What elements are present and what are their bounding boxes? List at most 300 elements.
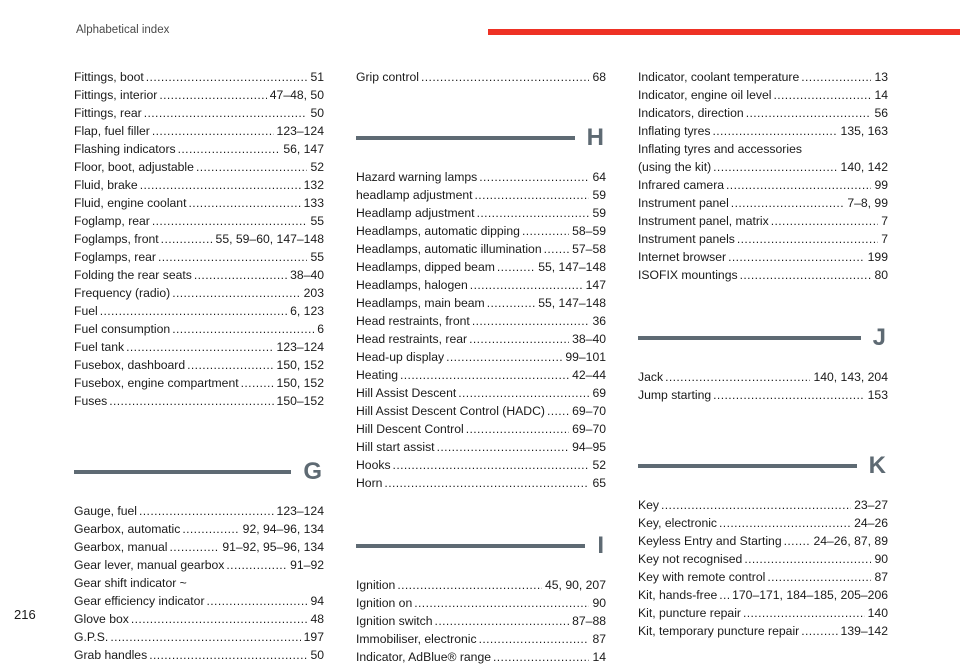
index-entry-pages: 55, 147–148 — [538, 260, 606, 274]
section-letter: H — [586, 124, 604, 151]
index-entry-term: Immobiliser, electronic — [356, 632, 477, 646]
index-entry-pages: 14 — [874, 88, 888, 102]
index-entry — [356, 594, 606, 612]
index-entry — [638, 194, 888, 212]
index-entry-term: Hill Assist Descent Control (HADC) — [356, 404, 545, 418]
index-entry — [74, 392, 324, 410]
index-entry-pages: 69–70 — [572, 404, 606, 418]
dot-leader — [393, 456, 590, 474]
index-entry — [74, 628, 324, 646]
entry-list — [356, 576, 606, 666]
dot-leader — [159, 86, 266, 104]
index-entry-term: Heating — [356, 368, 399, 382]
index-entry — [74, 212, 324, 230]
index-entry-term: Frequency (radio) — [74, 286, 171, 300]
dot-leader — [477, 204, 590, 222]
index-entry-pages: 69–70 — [572, 422, 606, 436]
entry-list — [356, 168, 606, 492]
section-letter: G — [303, 458, 322, 485]
index-entry-pages: 92, 94–96, 134 — [242, 522, 324, 536]
dot-leader — [497, 258, 535, 276]
index-entry-pages: 38–40 — [290, 268, 324, 282]
index-entry — [74, 556, 324, 574]
dot-leader — [773, 86, 871, 104]
index-entry-term: Fuel — [74, 304, 98, 318]
index-entry — [356, 240, 606, 258]
index-entry — [74, 338, 324, 356]
dot-leader — [170, 538, 220, 556]
index-entry-pages: 48 — [310, 612, 324, 626]
index-entry — [638, 212, 888, 230]
dot-leader — [479, 168, 589, 186]
index-entry-pages: 13 — [874, 70, 888, 84]
dot-leader — [437, 438, 570, 456]
index-entry-term: Flap, fuel filler — [74, 124, 150, 138]
index-entry — [356, 276, 606, 294]
index-entry-term: Internet browser — [638, 250, 727, 264]
index-entry-pages: 147 — [585, 278, 606, 292]
index-entry-pages: 99–101 — [565, 350, 606, 364]
index-entry — [356, 576, 606, 594]
index-entry-term: Instrument panel — [638, 196, 729, 210]
index-entry-pages: 23–27 — [854, 498, 888, 512]
index-entry-term: Kit, hands-free — [638, 588, 718, 602]
index-entry-term: Foglamps, front — [74, 232, 159, 246]
index-entry-pages: 7 — [881, 232, 888, 246]
dot-leader — [487, 294, 536, 312]
index-entry — [638, 568, 888, 586]
index-entry — [74, 646, 324, 664]
dot-leader — [435, 612, 570, 630]
section-rule — [638, 464, 857, 468]
index-entry-pages: 90 — [874, 552, 888, 566]
dot-leader — [161, 230, 213, 248]
dot-leader — [784, 532, 811, 550]
dot-leader — [479, 630, 590, 648]
index-entry-term: Fittings, rear — [74, 106, 142, 120]
index-entry-term: Key not recognised — [638, 552, 743, 566]
dot-leader — [172, 320, 314, 338]
dot-leader — [746, 104, 872, 122]
index-entry-term: Hill Assist Descent — [356, 386, 457, 400]
index-entry — [638, 550, 888, 568]
index-entry-term: Indicator, engine oil level — [638, 88, 772, 102]
index-entry — [74, 610, 324, 628]
section-rule — [356, 544, 585, 548]
index-entry-pages: 150, 152 — [276, 376, 324, 390]
index-entry-term: Gear shift indicator ~ — [74, 576, 187, 590]
index-entry-term: Ignition — [356, 578, 396, 592]
dot-leader — [446, 348, 562, 366]
index-entry-term: Hill Descent Control — [356, 422, 464, 436]
index-entry-term: Fluid, engine coolant — [74, 196, 187, 210]
header-accent-bar — [488, 29, 960, 35]
index-entry — [74, 284, 324, 302]
dot-leader — [172, 284, 300, 302]
index-entry — [74, 176, 324, 194]
index-entry-term: Jack — [638, 370, 664, 384]
index-column-1 — [74, 68, 324, 664]
index-entry — [356, 294, 606, 312]
dot-leader — [728, 248, 865, 266]
index-entry — [638, 158, 888, 176]
dot-leader — [421, 68, 589, 86]
index-entry-pages: 7 — [881, 214, 888, 228]
dot-leader — [207, 592, 308, 610]
entry-list — [356, 68, 606, 86]
index-entry — [638, 86, 888, 104]
dot-leader — [146, 68, 308, 86]
dot-leader — [726, 176, 871, 194]
index-entry-pages: 170–171, 184–185, 205–206 — [732, 588, 888, 602]
index-entry — [74, 520, 324, 538]
index-entry-pages: 65 — [592, 476, 606, 490]
index-entry-pages: 94 — [310, 594, 324, 608]
index-entry-pages: 50 — [310, 106, 324, 120]
dot-leader — [719, 514, 851, 532]
index-entry-term: Glove box — [74, 612, 129, 626]
index-entry-term: Grab handles — [74, 648, 148, 662]
index-entry-term: Inflating tyres and accessories — [638, 142, 802, 156]
dot-leader — [384, 474, 589, 492]
dot-leader — [771, 212, 878, 230]
index-column-2 — [356, 68, 606, 666]
index-entry-pages: 6 — [317, 322, 324, 336]
index-entry-term: Fittings, interior — [74, 88, 158, 102]
letter-heading-i — [356, 522, 606, 570]
index-entry — [356, 366, 606, 384]
dot-leader — [241, 374, 274, 392]
index-entry-pages: 58–59 — [572, 224, 606, 238]
dot-leader — [475, 186, 590, 204]
index-entry-term: Hooks — [356, 458, 391, 472]
index-entry — [356, 168, 606, 186]
index-entry-term: Key — [638, 498, 660, 512]
dot-leader — [178, 140, 281, 158]
index-entry-pages: 55 — [310, 250, 324, 264]
dot-leader — [712, 122, 837, 140]
dot-leader — [737, 230, 878, 248]
index-entry — [74, 194, 324, 212]
index-entry-pages: 99 — [874, 178, 888, 192]
dot-leader — [226, 556, 287, 574]
index-entry — [356, 68, 606, 86]
index-entry-pages: 24–26 — [854, 516, 888, 530]
dot-leader — [713, 386, 865, 404]
entry-list — [638, 496, 888, 640]
index-entry — [638, 532, 888, 550]
index-entry-pages: 197 — [303, 630, 324, 644]
dot-leader — [109, 392, 273, 410]
index-entry — [356, 612, 606, 630]
index-entry — [356, 348, 606, 366]
section-rule — [74, 470, 291, 474]
dot-leader — [414, 594, 589, 612]
index-entry — [356, 438, 606, 456]
index-column-3 — [638, 68, 888, 640]
index-entry-pages: 59 — [592, 206, 606, 220]
entry-list — [74, 68, 324, 410]
index-entry-pages: 140, 143, 204 — [813, 370, 888, 384]
index-entry-pages: 90 — [592, 596, 606, 610]
section-rule — [638, 336, 861, 340]
index-entry-term: Fluid, brake — [74, 178, 138, 192]
index-entry-term: Head-up display — [356, 350, 445, 364]
index-entry — [638, 176, 888, 194]
index-entry — [74, 356, 324, 374]
page-header-title: Alphabetical index — [76, 24, 170, 36]
index-entry-pages: 52 — [310, 160, 324, 174]
index-entry-term: Gauge, fuel — [74, 504, 138, 518]
dot-leader — [149, 646, 307, 664]
dot-leader — [469, 330, 569, 348]
index-entry — [74, 86, 324, 104]
index-entry-pages: 14 — [592, 650, 606, 664]
dot-leader — [182, 520, 239, 538]
index-entry-pages: 36 — [592, 314, 606, 328]
index-entry-term: ISOFIX mountings — [638, 268, 738, 282]
dot-leader — [458, 384, 589, 402]
letter-heading-g — [74, 448, 324, 496]
index-entry-pages: 68 — [592, 70, 606, 84]
index-entry — [638, 68, 888, 86]
index-entry-pages: 6, 123 — [290, 304, 324, 318]
index-entry — [356, 204, 606, 222]
index-entry — [638, 604, 888, 622]
dot-leader — [743, 604, 865, 622]
index-entry-pages: 47–48, 50 — [269, 88, 324, 102]
index-entry-pages: 87 — [874, 570, 888, 584]
index-entry-pages: 133 — [303, 196, 324, 210]
index-entry-term: Fusebox, dashboard — [74, 358, 186, 372]
dot-leader — [397, 576, 542, 594]
index-entry — [74, 592, 324, 610]
index-entry — [356, 330, 606, 348]
letter-heading-k — [638, 442, 888, 490]
dot-leader — [188, 194, 300, 212]
index-entry — [74, 104, 324, 122]
index-entry — [638, 266, 888, 284]
index-entry-term: Ignition switch — [356, 614, 433, 628]
index-entry-term: Fuses — [74, 394, 108, 408]
index-entry-term: Kit, puncture repair — [638, 606, 741, 620]
entry-list — [638, 368, 888, 404]
index-entry-term: Grip control — [356, 70, 419, 84]
index-entry — [638, 496, 888, 514]
index-entry-term: headlamp adjustment — [356, 188, 473, 202]
index-entry-term: Fuel consumption — [74, 322, 171, 336]
index-entry-pages: 91–92, 95–96, 134 — [222, 540, 324, 554]
index-entry-pages: 64 — [592, 170, 606, 184]
index-entry — [638, 248, 888, 266]
entry-list — [638, 68, 888, 284]
dot-leader — [744, 550, 871, 568]
index-entry-pages: 51 — [310, 70, 324, 84]
index-entry-pages: 87 — [592, 632, 606, 646]
dot-leader — [152, 212, 308, 230]
index-entry-term: Flashing indicators — [74, 142, 176, 156]
index-entry-term: Kit, temporary puncture repair — [638, 624, 800, 638]
index-entry — [356, 456, 606, 474]
index-entry — [74, 374, 324, 392]
index-entry-pages: 150, 152 — [276, 358, 324, 372]
index-entry-term: Headlamps, automatic dipping — [356, 224, 520, 238]
dot-leader — [131, 610, 308, 628]
index-entry-pages: 38–40 — [572, 332, 606, 346]
dot-leader — [493, 648, 589, 666]
dot-leader — [470, 276, 583, 294]
index-entry-pages: 94–95 — [572, 440, 606, 454]
index-entry — [74, 574, 324, 592]
index-entry-pages: 50 — [310, 648, 324, 662]
index-entry-term: Headlamps, main beam — [356, 296, 485, 310]
dot-leader — [522, 222, 569, 240]
letter-heading-j — [638, 314, 888, 362]
dot-leader — [100, 302, 287, 320]
index-entry-term: Key, electronic — [638, 516, 718, 530]
dot-leader — [719, 586, 729, 604]
dot-leader — [713, 158, 837, 176]
index-entry-pages: 55, 147–148 — [538, 296, 606, 310]
index-entry-term: Foglamps, rear — [74, 250, 156, 264]
index-entry — [74, 320, 324, 338]
index-entry-term: Indicator, AdBlue® range — [356, 650, 492, 664]
index-entry-term: Gearbox, automatic — [74, 522, 181, 536]
index-entry-term: Fusebox, engine compartment — [74, 376, 239, 390]
index-entry — [638, 140, 888, 158]
index-entry — [74, 140, 324, 158]
index-entry — [638, 622, 888, 640]
index-entry-term: Gearbox, manual — [74, 540, 168, 554]
index-entry-term: Inflating tyres — [638, 124, 711, 138]
dot-leader — [139, 502, 274, 520]
index-entry — [74, 68, 324, 86]
index-entry-pages: 69 — [592, 386, 606, 400]
index-entry — [356, 474, 606, 492]
index-entry-term: Instrument panel, matrix — [638, 214, 769, 228]
index-entry-pages: 59 — [592, 188, 606, 202]
index-entry-pages: 55 — [310, 214, 324, 228]
index-entry-term: (using the kit) — [638, 160, 712, 174]
index-entry-pages: 24–26, 87, 89 — [813, 534, 888, 548]
index-entry-term: Infrared camera — [638, 178, 725, 192]
index-entry — [638, 386, 888, 404]
index-entry-pages: 123–124 — [276, 504, 324, 518]
dot-leader — [194, 266, 287, 284]
index-entry-term: Key with remote control — [638, 570, 766, 584]
section-letter: J — [872, 324, 886, 351]
index-entry-term: Gear efficiency indicator — [74, 594, 205, 608]
index-entry-pages: 80 — [874, 268, 888, 282]
index-entry-pages: 135, 163 — [840, 124, 888, 138]
index-entry-pages: 140 — [867, 606, 888, 620]
index-entry-term: Headlamp adjustment — [356, 206, 475, 220]
index-entry — [356, 420, 606, 438]
index-entry-pages: 203 — [303, 286, 324, 300]
dot-leader — [187, 356, 273, 374]
index-entry — [356, 222, 606, 240]
dot-leader — [661, 496, 851, 514]
page-number: 216 — [14, 607, 36, 622]
letter-heading-h — [356, 114, 606, 162]
index-entry — [74, 158, 324, 176]
index-entry — [74, 302, 324, 320]
index-entry-term: Keyless Entry and Starting — [638, 534, 782, 548]
index-entry-term: Hazard warning lamps — [356, 170, 478, 184]
index-entry-term: Folding the rear seats — [74, 268, 192, 282]
index-entry-term: Gear lever, manual gearbox — [74, 558, 225, 572]
index-entry-pages: 91–92 — [290, 558, 324, 572]
dot-leader — [110, 628, 300, 646]
index-entry-pages: 42–44 — [572, 368, 606, 382]
dot-leader — [665, 368, 810, 386]
index-entry-term: Fittings, boot — [74, 70, 144, 84]
index-entry-term: Ignition on — [356, 596, 413, 610]
index-entry-term: Headlamps, automatic illumination — [356, 242, 542, 256]
index-entry-pages: 140, 142 — [840, 160, 888, 174]
index-entry — [74, 538, 324, 556]
dot-leader — [740, 266, 872, 284]
index-entry-term: Indicators, direction — [638, 106, 744, 120]
index-entry-pages: 57–58 — [572, 242, 606, 256]
index-entry-pages: 56 — [874, 106, 888, 120]
index-entry — [356, 312, 606, 330]
dot-leader — [767, 568, 871, 586]
index-entry — [74, 266, 324, 284]
index-entry — [356, 384, 606, 402]
section-letter: I — [597, 532, 604, 559]
index-entry — [74, 502, 324, 520]
dot-leader — [196, 158, 308, 176]
index-entry-pages: 150–152 — [276, 394, 324, 408]
index-entry — [74, 122, 324, 140]
index-entry-pages: 45, 90, 207 — [545, 578, 606, 592]
index-entry — [356, 630, 606, 648]
index-entry — [638, 122, 888, 140]
dot-leader — [731, 194, 845, 212]
index-entry — [356, 648, 606, 666]
dot-leader — [400, 366, 569, 384]
index-entry-pages: 132 — [303, 178, 324, 192]
index-entry-term: Fuel tank — [74, 340, 125, 354]
dot-leader — [801, 622, 837, 640]
index-entry-pages: 7–8, 99 — [847, 196, 888, 210]
index-entry-term: Indicator, coolant temperature — [638, 70, 800, 84]
index-entry-term: Foglamp, rear — [74, 214, 150, 228]
dot-leader — [144, 104, 308, 122]
index-entry — [638, 586, 888, 604]
index-entry — [74, 248, 324, 266]
index-entry-pages: 139–142 — [840, 624, 888, 638]
index-entry — [638, 368, 888, 386]
index-entry — [356, 186, 606, 204]
dot-leader — [140, 176, 301, 194]
index-entry-term: Floor, boot, adjustable — [74, 160, 194, 174]
index-entry-pages: 87–88 — [572, 614, 606, 628]
index-entry-pages: 56, 147 — [283, 142, 324, 156]
index-entry-term: Head restraints, rear — [356, 332, 468, 346]
index-entry-pages: 52 — [592, 458, 606, 472]
index-entry — [356, 258, 606, 276]
section-rule — [356, 136, 575, 140]
index-entry-term: Headlamps, dipped beam — [356, 260, 495, 274]
index-entry — [356, 402, 606, 420]
index-entry-term: G.P.S. — [74, 630, 109, 644]
index-entry-pages: 199 — [867, 250, 888, 264]
index-entry — [638, 104, 888, 122]
section-letter: K — [868, 452, 886, 479]
dot-leader — [544, 240, 569, 258]
